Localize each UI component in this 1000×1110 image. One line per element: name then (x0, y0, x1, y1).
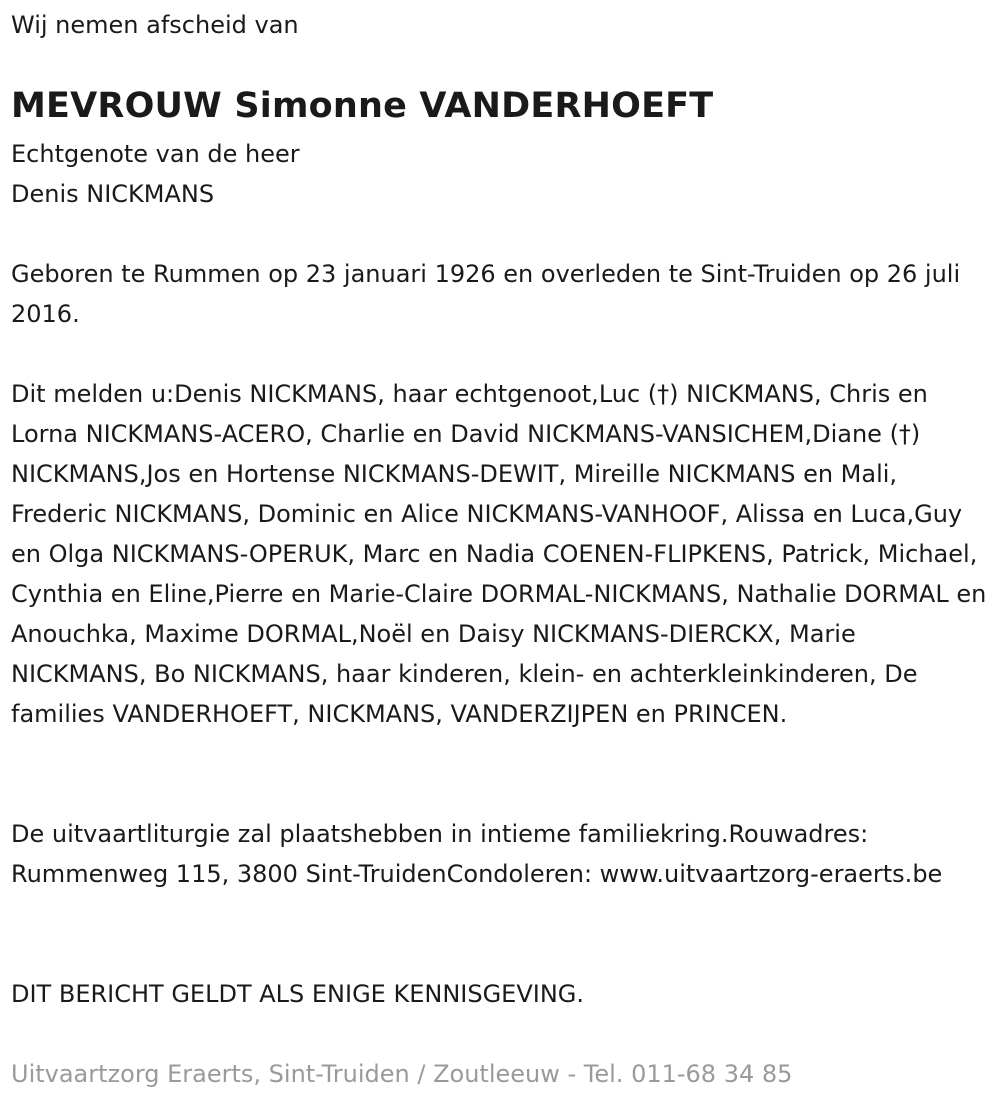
service-paragraph: De uitvaartliturgie zal plaatshebben in intieme familiekring.Rouwadres: Rummenweg 115, 3800 Sint-TruidenCondoleren: www.uitvaartzorg-eraerts.be (11, 820, 943, 888)
funeral-home-footer: Uitvaartzorg Eraerts, Sint-Truiden / Zoutleeuw - Tel. 011-68 34 85 (11, 1060, 793, 1088)
notice-paragraph: DIT BERICHT GELDT ALS ENIGE KENNISGEVING. (11, 980, 585, 1008)
family-paragraph: Dit melden u:Denis NICKMANS, haar echtgenoot,Luc (†) NICKMANS, Chris en Lorna NICKMANS-ACERO, Charlie en David NICKMANS-VANSICHEM,Diane (†) NICKMANS,Jos en Hortense NICKMANS-DEWIT, Mireille NICKMANS en Mali, Frederic NICKMANS, Dominic en Alice NICKMANS-VANHOOF, Alissa en Luca,Guy en Olga NICKMANS-OPERUK, Marc en Nadia COENEN-FLIPKENS, Patrick, Michael, Cynthia en Eline,Pierre en Marie-Claire DORMAL-NICKMANS, Nathalie DORMAL en Anouchka, Maxime DORMAL,Noël en Daisy NICKMANS-DIERCKX, Marie NICKMANS, Bo NICKMANS, haar kinderen, klein- en achterkleinkinderen, De families VANDERHOEFT, NICKMANS, VANDERZIJPEN en PRINCEN. (11, 380, 987, 728)
spouse-block (11, 134, 981, 214)
spouse-line-1: Echtgenote van de heer (11, 140, 300, 168)
deceased-name: MEVROUW Simonne VANDERHOEFT (11, 86, 714, 126)
intro-text: Wij nemen afscheid van (11, 11, 299, 39)
birth-death-paragraph: Geboren te Rummen op 23 januari 1926 en overleden te Sint-Truiden op 26 juli 2016. (11, 260, 961, 328)
spouse-line-2: Denis NICKMANS (11, 180, 215, 208)
